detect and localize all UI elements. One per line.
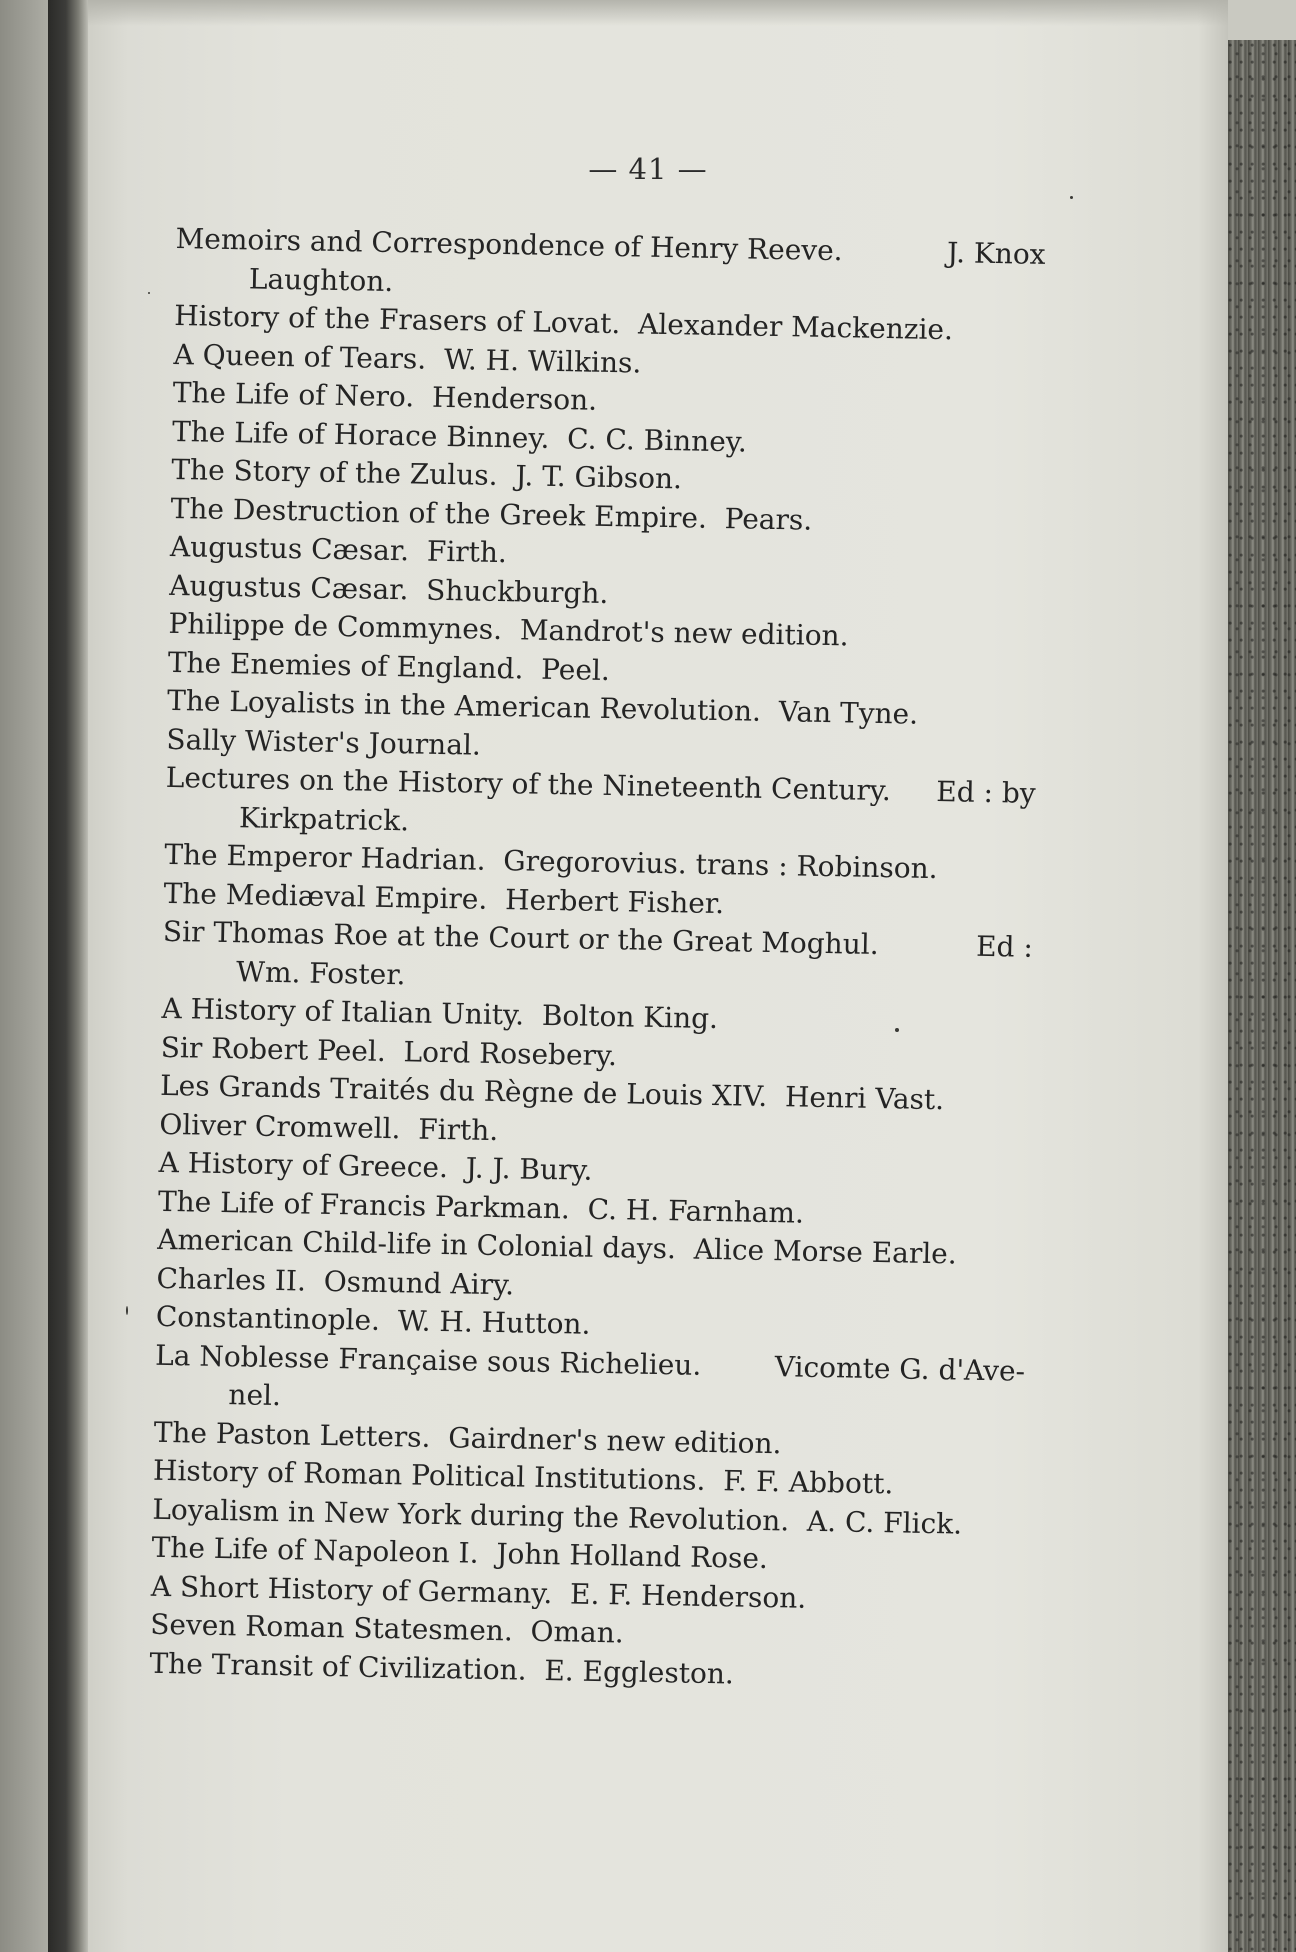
entry-author: Gregorovius. trans : Robinson. xyxy=(503,844,938,886)
entry-title: The Transit of Civilization. xyxy=(149,1646,527,1687)
entry-title: American Child-life in Colonial days. xyxy=(157,1222,677,1266)
entry-title: The Enemies of England. xyxy=(167,645,524,685)
entry-author: E. F. Henderson. xyxy=(569,1576,807,1615)
entry-author: Ed : by xyxy=(936,775,1036,810)
entry-author: Henderson. xyxy=(431,380,598,417)
entry-line xyxy=(156,1300,591,1341)
entry-author: J. J. Bury. xyxy=(465,1151,593,1187)
entry-title: La Noblesse Française sous Richelieu. xyxy=(154,1338,702,1382)
page-edges-stack xyxy=(1228,40,1296,1952)
entry-author: Gairdner's new edition. xyxy=(448,1420,782,1460)
entry-title: Sir Robert Peel. xyxy=(160,1030,387,1068)
entry-title: The Paston Letters. xyxy=(153,1415,431,1454)
entry-author: A. C. Flick. xyxy=(806,1504,963,1541)
entry-author: Vicomte G. d'Ave- xyxy=(774,1349,1026,1388)
entry-title: Lectures on the History of the Nineteenth Century. xyxy=(165,760,892,808)
entry-author: Peel. xyxy=(540,652,611,687)
entry-continuation: Kirkpatrick. xyxy=(238,800,410,837)
entry-author: Firth. xyxy=(418,1112,499,1147)
entry-author: Firth. xyxy=(426,534,508,570)
entry-author: John Holland Rose. xyxy=(496,1537,769,1576)
entry-author: Henri Vast. xyxy=(784,1080,945,1117)
entry-title: Memoirs and Correspondence of Henry Reeve. xyxy=(175,221,843,268)
entry-title: Les Grands Traités du Règne de Louis XIV. xyxy=(159,1068,768,1113)
entry-author: Herbert Fisher. xyxy=(504,882,725,920)
entry-line xyxy=(169,568,609,609)
entry-title: Oliver Cromwell. xyxy=(159,1107,401,1145)
entry-title: Sally Wister's Journal. xyxy=(166,722,482,762)
entry-title: The Destruction of the Greek Empire. xyxy=(170,491,708,535)
entry-author: Bolton King. xyxy=(541,998,719,1036)
entry-author: F. F. Abbott. xyxy=(722,1464,894,1501)
entry-line xyxy=(156,1261,514,1301)
entry-title: The Emperor Hadrian. xyxy=(164,837,486,877)
ink-speck xyxy=(148,292,150,294)
entry-line xyxy=(151,1531,768,1575)
entry-title: A Short History of Germany. xyxy=(150,1569,553,1610)
entry-title: Philippe de Commynes. xyxy=(168,606,503,647)
entry-line xyxy=(161,992,718,1035)
entry-title: A History of Greece. xyxy=(158,1145,449,1185)
entry-line xyxy=(172,414,747,458)
entry-continuation: nel. xyxy=(228,1378,282,1413)
ink-speck xyxy=(1070,196,1073,199)
entry-title: A History of Italian Unity. xyxy=(161,991,525,1032)
entry-line xyxy=(171,453,682,495)
entry-line xyxy=(173,376,598,417)
entry-title: The Mediæval Empire. xyxy=(163,876,488,916)
entry-author: Ed : xyxy=(975,929,1034,964)
entry-line xyxy=(161,1030,618,1071)
entry-author: Alice Morse Earle. xyxy=(693,1232,958,1271)
entry-line xyxy=(150,1608,624,1650)
entry-title: Augustus Cæsar. xyxy=(169,568,409,606)
entry-title: The Life of Napoleon I. xyxy=(151,1530,479,1570)
entry-author: J. T. Gibson. xyxy=(515,459,683,496)
entry-title: Augustus Cæsar. xyxy=(169,529,410,568)
entry-author: Oman. xyxy=(530,1614,625,1650)
entry-author: C. H. Farnham. xyxy=(587,1192,805,1230)
ink-speck xyxy=(126,1306,128,1315)
entry-author: E. Eggleston. xyxy=(544,1653,735,1690)
entry-author: Mandrot's new edition. xyxy=(519,613,849,653)
entry-author: W. H. Hutton. xyxy=(397,1304,591,1341)
entry-author: Alexander Mackenzie. xyxy=(637,307,954,347)
entry-title: History of Roman Political Institutions. xyxy=(152,1453,706,1497)
entry-continuation: Wm. Foster. xyxy=(235,954,406,991)
entry-line xyxy=(158,1146,592,1187)
entry-title: Constantinople. xyxy=(155,1299,381,1337)
entry-continuation: Laughton. xyxy=(248,261,394,298)
entry-line xyxy=(163,876,724,919)
page-number: — 41 — xyxy=(588,152,708,186)
entry-author: Lord Rosebery. xyxy=(403,1034,618,1072)
entry-line xyxy=(168,645,611,686)
entry-title: History of the Frasers of Lovat. xyxy=(173,298,621,341)
entry-title: The Loyalists in the American Revolution. xyxy=(166,683,762,728)
entry-line xyxy=(149,1646,734,1690)
entry-title: Sir Thomas Roe at the Court or the Great Moghul. xyxy=(162,914,879,961)
entry-line xyxy=(159,1107,498,1146)
entry-author: Osmund Airy. xyxy=(323,1264,515,1301)
book-gutter xyxy=(48,0,88,1952)
entry-line xyxy=(166,722,481,761)
entry-title: Charles II. xyxy=(156,1261,307,1298)
entry-title: The Life of Nero. xyxy=(172,375,415,414)
entry-title: The Life of Francis Parkman. xyxy=(157,1184,571,1225)
page-top-shadow xyxy=(88,0,1228,26)
entry-title: The Story of the Zulus. xyxy=(171,452,498,492)
entry-author: Shuckburgh. xyxy=(425,573,609,610)
entry-author: C. C. Binney. xyxy=(566,421,748,458)
bibliography-list xyxy=(149,220,1056,1699)
entry-line xyxy=(170,530,507,569)
entry-line xyxy=(173,337,641,379)
entry-title: Loyalism in New York during the Revolution. xyxy=(152,1492,790,1537)
entry-title: Seven Roman Statesmen. xyxy=(149,1607,514,1648)
entry-author: Van Tyne. xyxy=(778,695,919,731)
entry-author: J. Knox xyxy=(946,236,1046,271)
entry-title: A Queen of Tears. xyxy=(173,337,427,376)
entry-title: The Life of Horace Binney. xyxy=(171,414,550,455)
entry-author: W. H. Wilkins. xyxy=(443,342,642,380)
entry-author: Pears. xyxy=(724,501,813,537)
